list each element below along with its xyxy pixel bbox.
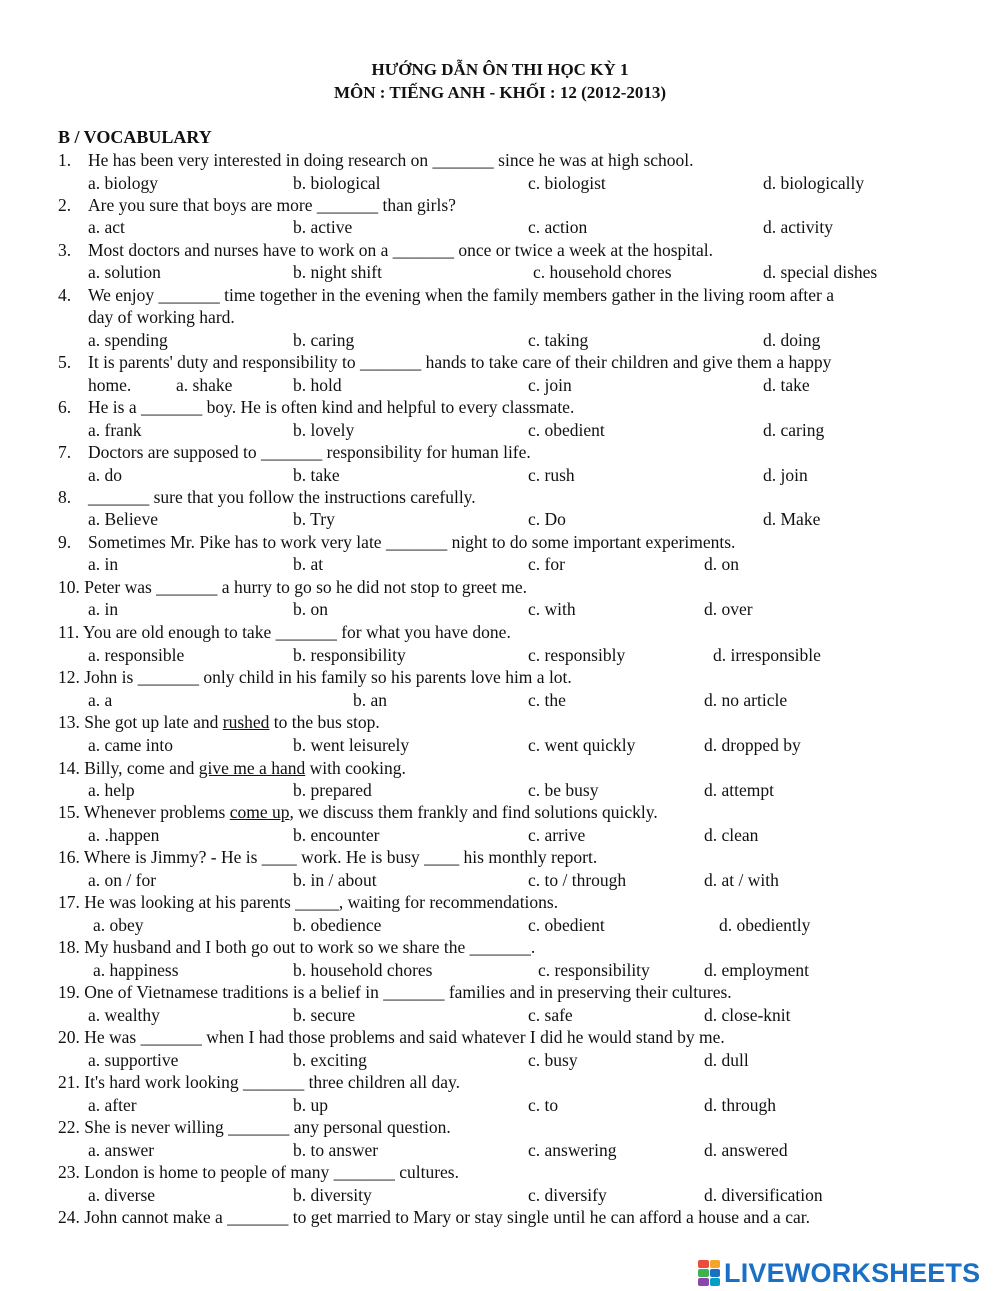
question-text-cont: day of working hard. bbox=[88, 307, 235, 327]
liveworksheets-logo-icon bbox=[698, 1260, 720, 1286]
option-b[interactable]: b. encounter bbox=[293, 825, 380, 845]
option-d[interactable]: d. employment bbox=[704, 960, 809, 980]
option-d[interactable]: d. dull bbox=[704, 1050, 749, 1070]
option-a[interactable]: a. .happen bbox=[88, 825, 160, 845]
underlined-word: come up bbox=[229, 802, 290, 822]
option-b[interactable]: b. lovely bbox=[293, 420, 355, 440]
question-text: 10. Peter was _______ a hurry to go so he did not stop to greet me. bbox=[58, 577, 528, 597]
option-c[interactable]: c. safe bbox=[528, 1005, 573, 1025]
option-b[interactable]: b. up bbox=[293, 1095, 328, 1115]
question-text: 12. John is _______ only child in his family so his parents love him a lot. bbox=[58, 667, 572, 687]
option-d[interactable]: d. at / with bbox=[704, 870, 779, 890]
option-c[interactable]: c. biologist bbox=[528, 173, 606, 193]
question-text: _______ sure that you follow the instructions carefully. bbox=[88, 487, 476, 507]
option-c[interactable]: c. join bbox=[528, 375, 572, 395]
option-d[interactable]: d. irresponsible bbox=[713, 645, 821, 665]
option-d[interactable]: d. Make bbox=[763, 509, 821, 529]
question-text-post: with cooking. bbox=[305, 758, 406, 778]
question-text: Most doctors and nurses have to work on a _______ once or twice a week at the hospital. bbox=[88, 240, 713, 260]
option-d[interactable]: d. answered bbox=[704, 1140, 788, 1160]
option-a[interactable]: a. frank bbox=[88, 420, 142, 440]
question-number: 2. bbox=[58, 195, 72, 215]
question-text: We enjoy _______ time together in the evening when the family members gather in the living room after a bbox=[88, 285, 835, 305]
option-b[interactable]: b. household chores bbox=[293, 960, 433, 980]
worksheet-title: HƯỚNG DẪN ÔN THI HỌC KỲ 1 bbox=[371, 60, 629, 79]
option-d[interactable]: d. dropped by bbox=[704, 735, 801, 755]
option-c[interactable]: c. taking bbox=[528, 330, 589, 350]
option-c[interactable]: c. diversify bbox=[528, 1185, 607, 1205]
question-text: 20. He was _______ when I had those problems and said whatever I did he would stand by me. bbox=[58, 1027, 725, 1047]
question-text: Are you sure that boys are more _______ than girls? bbox=[88, 195, 456, 215]
option-d[interactable]: d. over bbox=[704, 599, 753, 619]
question-text-post: to the bus stop. bbox=[269, 712, 380, 732]
question-number: 1. bbox=[58, 150, 72, 170]
option-b[interactable]: b. active bbox=[293, 217, 353, 237]
question-text: 24. John cannot make a _______ to get married to Mary or stay single until he can afford a house and a car. bbox=[58, 1207, 810, 1227]
option-d[interactable]: d. no article bbox=[704, 690, 788, 710]
question-text: 19. One of Vietnamese traditions is a belief in _______ families and in preserving their cultures. bbox=[58, 982, 732, 1002]
option-b[interactable]: b. biological bbox=[293, 173, 381, 193]
option-d[interactable]: d. biologically bbox=[763, 173, 865, 193]
option-d[interactable]: d. caring bbox=[763, 420, 825, 440]
question-text: He has been very interested in doing research on _______ since he was at high school. bbox=[88, 150, 694, 170]
option-c[interactable]: c. obedient bbox=[528, 915, 605, 935]
worksheet-subtitle: MÔN : TIẾNG ANH - KHỐI : 12 (2012-2013) bbox=[333, 83, 667, 102]
question-text: Doctors are supposed to _______ responsibility for human life. bbox=[88, 442, 531, 462]
option-a[interactable]: a. solution bbox=[88, 262, 161, 282]
option-d[interactable]: d. take bbox=[763, 375, 810, 395]
option-c[interactable]: c. with bbox=[528, 599, 576, 619]
option-a[interactable]: a. biology bbox=[88, 173, 158, 193]
question-number: 6. bbox=[58, 397, 72, 417]
underlined-word: rushed bbox=[222, 712, 270, 732]
option-a[interactable]: a. do bbox=[88, 465, 123, 485]
option-d[interactable]: d. through bbox=[704, 1095, 776, 1115]
underlined-word: give me a hand bbox=[198, 758, 306, 778]
option-a[interactable]: a. act bbox=[88, 217, 125, 237]
option-b[interactable]: b. went leisurely bbox=[293, 735, 410, 755]
option-a[interactable]: a. a bbox=[88, 690, 113, 710]
option-d[interactable]: d. attempt bbox=[704, 780, 774, 800]
option-c[interactable]: c. be busy bbox=[528, 780, 599, 800]
question-text: 21. It's hard work looking _______ three children all day. bbox=[58, 1072, 460, 1092]
option-c[interactable]: c. went quickly bbox=[528, 735, 636, 755]
option-b[interactable]: b. at bbox=[293, 554, 324, 574]
question-number: 3. bbox=[58, 240, 72, 260]
option-b[interactable]: b. caring bbox=[293, 330, 355, 350]
option-b[interactable]: b. secure bbox=[293, 1005, 356, 1025]
option-d[interactable]: d. clean bbox=[704, 825, 759, 845]
option-a[interactable]: a. after bbox=[88, 1095, 137, 1115]
option-b[interactable]: b. take bbox=[293, 465, 340, 485]
option-b[interactable]: b. in / about bbox=[293, 870, 377, 890]
option-a[interactable]: a. in bbox=[88, 599, 119, 619]
question-text: Sometimes Mr. Pike has to work very late _______ night to do some important experiments. bbox=[88, 532, 736, 552]
option-a[interactable]: a. shake bbox=[176, 375, 233, 395]
option-b[interactable]: b. Try bbox=[293, 509, 335, 529]
option-d[interactable]: d. activity bbox=[763, 217, 833, 237]
option-b[interactable]: b. exciting bbox=[293, 1050, 367, 1070]
option-c[interactable]: c. household chores bbox=[533, 262, 672, 282]
question-text: It is parents' duty and responsibility to _______ hands to take care of their children and give them a happy bbox=[88, 352, 832, 372]
question-text: 23. London is home to people of many _______ cultures. bbox=[58, 1162, 459, 1182]
option-c[interactable]: c. answering bbox=[528, 1140, 617, 1160]
question-number: 8. bbox=[58, 487, 72, 507]
question-text bbox=[58, 757, 406, 780]
liveworksheets-logo[interactable] bbox=[698, 1258, 980, 1288]
option-c[interactable]: c. the bbox=[528, 690, 566, 710]
section-heading: B / VOCABULARY bbox=[58, 127, 212, 147]
option-b[interactable]: b. on bbox=[293, 599, 328, 619]
option-a[interactable]: a. happiness bbox=[93, 960, 179, 980]
option-a[interactable]: a. Believe bbox=[88, 509, 158, 529]
option-c[interactable]: c. rush bbox=[528, 465, 575, 485]
option-a[interactable]: a. spending bbox=[88, 330, 168, 350]
option-c[interactable]: c. responsibly bbox=[528, 645, 626, 665]
question-text-pre: 14. Billy, come and bbox=[58, 758, 199, 778]
logo-text: LIVEWORKSHEETS bbox=[724, 1257, 981, 1288]
question-number: 5. bbox=[58, 352, 72, 372]
option-b[interactable]: b. obedience bbox=[293, 915, 382, 935]
option-c[interactable]: c. to / through bbox=[528, 870, 627, 890]
option-a[interactable]: a. on / for bbox=[88, 870, 157, 890]
option-b[interactable]: b. an bbox=[353, 690, 388, 710]
option-c[interactable]: c. for bbox=[528, 554, 565, 574]
question-text-cont: home. bbox=[88, 375, 132, 395]
option-a[interactable]: a. in bbox=[88, 554, 119, 574]
question-text-pre: 13. She got up late and bbox=[58, 712, 223, 732]
option-a[interactable]: a. diverse bbox=[88, 1185, 156, 1205]
option-c[interactable]: c. obedient bbox=[528, 420, 605, 440]
question-text-post: , we discuss them frankly and find solutions quickly. bbox=[289, 802, 658, 822]
question-text: 11. You are old enough to take _______ for what you have done. bbox=[58, 622, 511, 642]
option-b[interactable]: b. night shift bbox=[293, 262, 382, 282]
option-a[interactable]: a. responsible bbox=[88, 645, 185, 665]
question-text: 18. My husband and I both go out to work so we share the _______. bbox=[58, 937, 536, 957]
question-number: 7. bbox=[58, 442, 72, 462]
question-text bbox=[58, 711, 380, 734]
option-b[interactable]: b. responsibility bbox=[293, 645, 406, 665]
question-text: 16. Where is Jimmy? - He is ____ work. He is busy ____ his monthly report. bbox=[58, 847, 598, 867]
question-text: 17. He was looking at his parents _____, waiting for recommendations. bbox=[58, 892, 559, 912]
option-b[interactable]: b. prepared bbox=[293, 780, 372, 800]
option-d[interactable]: d. special dishes bbox=[763, 262, 878, 282]
option-a[interactable]: a. wealthy bbox=[88, 1005, 160, 1025]
option-d[interactable]: d. on bbox=[704, 554, 739, 574]
question-text: He is a _______ boy. He is often kind and helpful to every classmate. bbox=[88, 397, 575, 417]
option-b[interactable]: b. hold bbox=[293, 375, 342, 395]
question-text bbox=[58, 801, 658, 824]
option-d[interactable]: d. doing bbox=[763, 330, 821, 350]
option-c[interactable]: c. arrive bbox=[528, 825, 586, 845]
option-a[interactable]: a. obey bbox=[93, 915, 144, 935]
option-a[interactable]: a. came into bbox=[88, 735, 174, 755]
question-number: 4. bbox=[58, 285, 72, 305]
option-a[interactable]: a. supportive bbox=[88, 1050, 179, 1070]
option-b[interactable]: b. to answer bbox=[293, 1140, 379, 1160]
question-text-pre: 15. Whenever problems bbox=[58, 802, 230, 822]
option-d[interactable]: d. join bbox=[763, 465, 808, 485]
question-number: 9. bbox=[58, 532, 72, 552]
option-d[interactable]: d. obediently bbox=[719, 915, 811, 935]
option-d[interactable]: d. diversification bbox=[704, 1185, 823, 1205]
option-c[interactable]: c. action bbox=[528, 217, 588, 237]
question-text: 22. She is never willing _______ any personal question. bbox=[58, 1117, 451, 1137]
option-c[interactable]: c. to bbox=[528, 1095, 559, 1115]
option-a[interactable]: a. help bbox=[88, 780, 135, 800]
option-d[interactable]: d. close-knit bbox=[704, 1005, 791, 1025]
option-c[interactable]: c. Do bbox=[528, 509, 566, 529]
option-c[interactable]: c. busy bbox=[528, 1050, 578, 1070]
option-c[interactable]: c. responsibility bbox=[538, 960, 650, 980]
option-a[interactable]: a. answer bbox=[88, 1140, 155, 1160]
option-b[interactable]: b. diversity bbox=[293, 1185, 372, 1205]
